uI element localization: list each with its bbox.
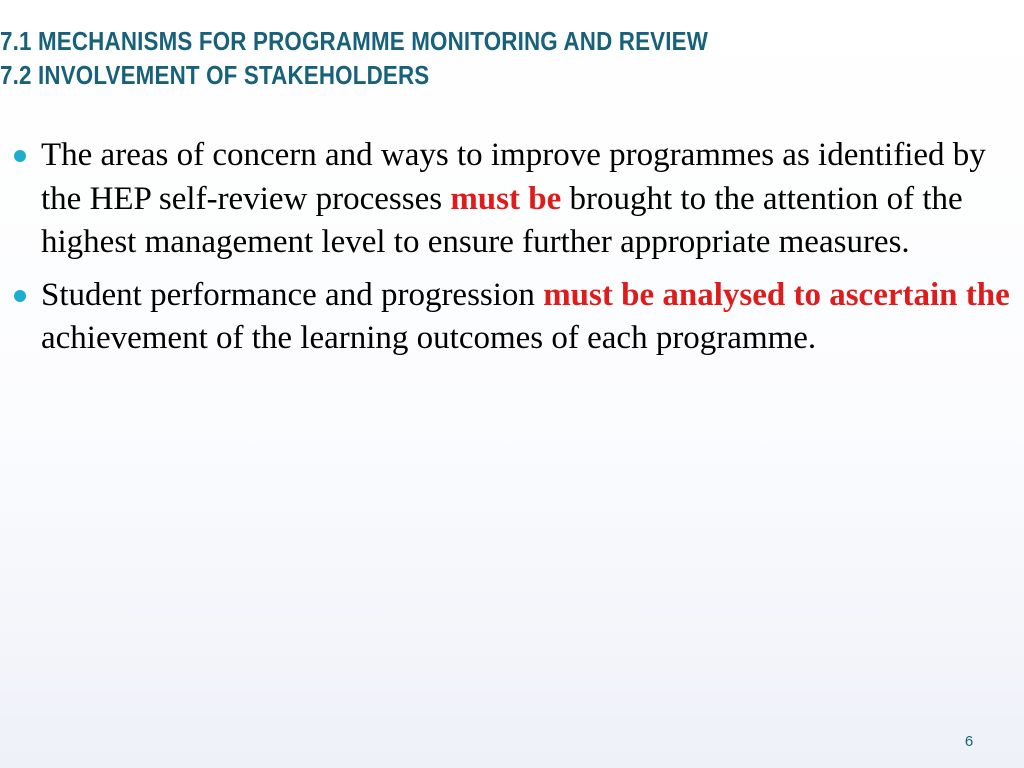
bullet-item-2 xyxy=(14,274,1016,361)
slide-content xyxy=(14,134,1016,370)
title-line-2: 7.2 INVOLVEMENT OF STAKEHOLDERS xyxy=(0,60,430,90)
bullet-dot-icon xyxy=(14,150,26,162)
bullet-2-emphasis: must be analysed to ascertain the xyxy=(543,276,1010,313)
bullet-1-text-before: The areas of concern and ways to improve programmes as identified by the HEP self-review processes xyxy=(41,137,986,217)
page-number: 6 xyxy=(964,733,974,750)
bullet-1-text-after: brought to the attention of the highest management level to ensure further appropriate measures. xyxy=(41,180,963,260)
title-line-1: 7.1 MECHANISMS FOR PROGRAMME MONITORING AND REVIEW xyxy=(0,26,709,56)
bullet-1-emphasis: must be xyxy=(450,180,562,217)
bullet-2-text-before: Student performance and progression xyxy=(41,276,544,313)
slide-title xyxy=(0,24,860,92)
bullet-item-1 xyxy=(14,134,1016,265)
bullet-2-text-after: achievement of the learning outcomes of each programme. xyxy=(41,320,817,356)
bullet-dot-icon xyxy=(14,290,26,302)
